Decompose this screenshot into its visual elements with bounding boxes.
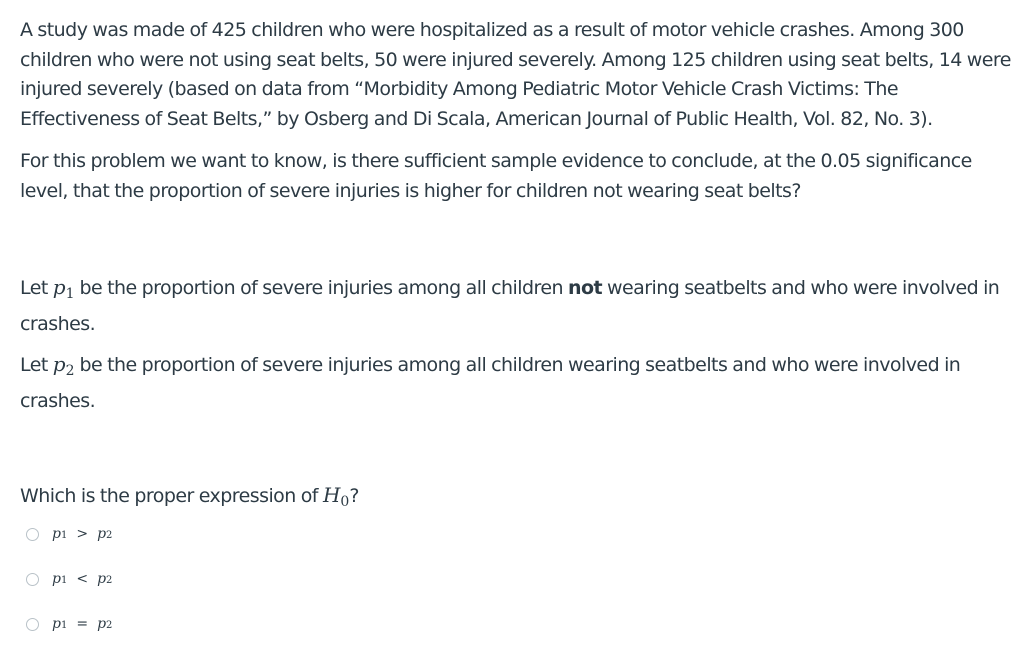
definition-p2-text: be the proportion of severe injuries among all children wearing seatbelts and who were involved in crashes. [20, 354, 961, 412]
answer-option-3[interactable] [26, 612, 112, 636]
answer-option-1-expression: p 1 > p 2 [52, 526, 113, 542]
definition-p1-let: Let [20, 277, 48, 299]
question-prompt-text: Which is the proper expression of [20, 485, 323, 507]
question-intro: A study was made of 425 children who were hospitalized as a result of motor vehicle crashes. Among 300 children who were not using seat belts, 50 were injured severely. Among 125 children using seat belts, 14 were injured severely (based on data from “Morbidity Among Pediatric Motor Vehicle Crash Victims: The Effectiveness of Seat Belts,” by Osberg and Di Scala, American Journal of Public Health, Vol. 82, No. 3). [20, 19, 1011, 130]
definition-p2 [20, 350, 1020, 416]
definition-p1 [20, 273, 1020, 339]
answer-options [26, 522, 112, 657]
definition-p1-bold: not [567, 277, 602, 299]
question-prompt-end: ? [349, 485, 359, 507]
definition-p2-let: Let [20, 354, 48, 376]
answer-option-2[interactable] [26, 567, 112, 591]
radio-button-1[interactable] [26, 528, 39, 541]
question-prompt [20, 481, 1020, 518]
p1-variable: $p_1$ [52, 275, 75, 302]
question-task: For this problem we want to know, is there sufficient sample evidence to conclude, at the 0.05 significance level, that the proportion of severe injuries is higher for children not wearing seat belts? [20, 150, 972, 202]
answer-option-2-expression: p 1 < p 2 [52, 571, 113, 587]
h0-variable: $H_0$ [322, 483, 350, 510]
radio-button-2[interactable] [26, 573, 39, 586]
answer-option-3-expression: p 1 = p 2 [52, 616, 113, 632]
definition-p1-text-before: be the proportion of severe injuries among all children [74, 277, 568, 299]
answer-option-1[interactable] [26, 522, 112, 546]
radio-button-3[interactable] [26, 618, 39, 631]
p2-variable: $p_2$ [52, 352, 75, 379]
definition-p1-text-after: wearing seatbelts and who were involved in crashes. [20, 277, 1000, 335]
question-content [20, 16, 1020, 518]
